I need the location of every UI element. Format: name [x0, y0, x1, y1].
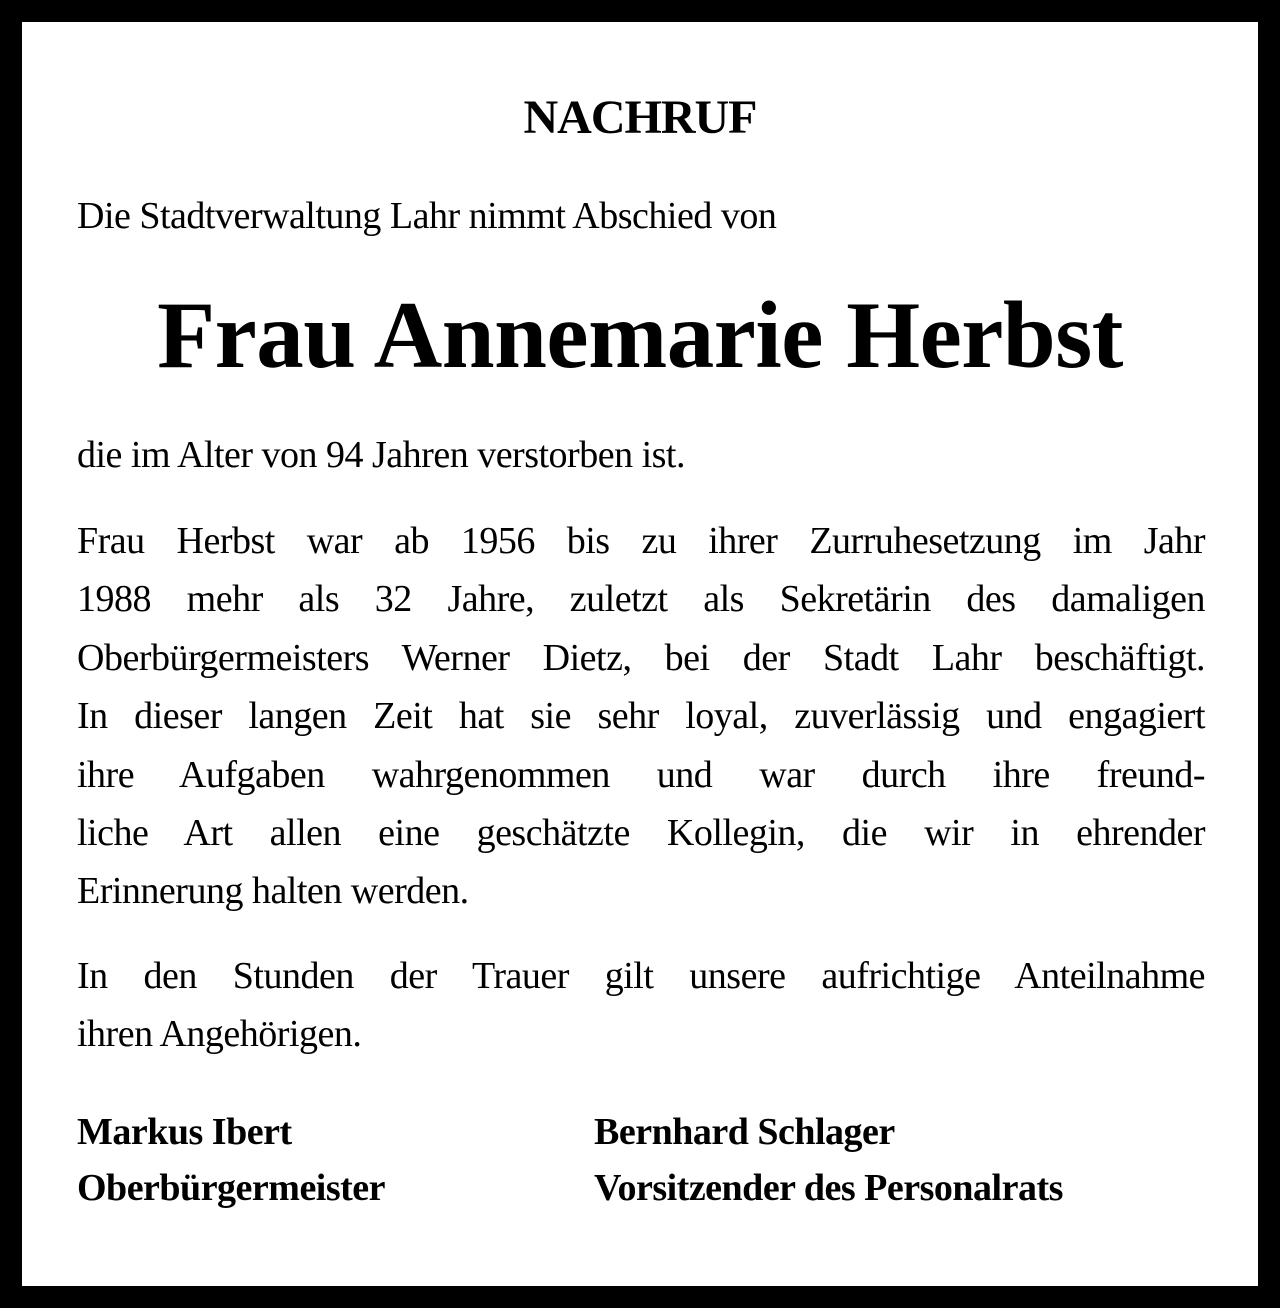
body-line: ihre Aufgaben wahrgenommen und war durch ihre freund-	[77, 753, 1205, 796]
obituary-notice	[22, 22, 1258, 1286]
body-line: liche Art allen eine geschätzte Kollegin, die wir in ehrender	[77, 812, 1205, 855]
body-line: Frau Herbst war ab 1956 bis zu ihrer Zurruhesetzung im Jahr	[77, 520, 1205, 562]
body-line: In dieser langen Zeit hat sie sehr loyal, zuverlässig und engagiert	[77, 695, 1205, 738]
signatory-title: Oberbürgermeister	[77, 1167, 386, 1209]
condolence-line: ihren Angehörigen.	[77, 1013, 362, 1056]
body-line: Oberbürgermeisters Werner Dietz, bei der Stadt Lahr beschäftigt.	[77, 636, 1205, 679]
age-line: die im Alter von 94 Jahren verstorben ist.	[77, 434, 685, 476]
signatory-mayor	[77, 1104, 385, 1216]
body-paragraph	[77, 512, 1205, 921]
condolence-paragraph	[77, 947, 1205, 1064]
signatory-name: Bernhard Schlager	[594, 1111, 895, 1153]
signatory-title: Vorsitzender des Personalrats	[594, 1167, 1063, 1209]
signatory-staff-council	[594, 1104, 1063, 1216]
intro-line: Die Stadtverwaltung Lahr nimmt Abschied von	[77, 195, 777, 237]
deceased-name: Frau Annemarie Herbst	[157, 282, 1123, 388]
notice-heading: NACHRUF	[523, 91, 757, 144]
signatory-name: Markus Ibert	[77, 1111, 292, 1153]
body-line: 1988 mehr als 32 Jahre, zuletzt als Sekretärin des damaligen	[77, 578, 1205, 621]
body-line: Erinnerung halten werden.	[77, 870, 469, 913]
condolence-line: In den Stunden der Trauer gilt unsere aufrichtige Anteilnahme	[77, 955, 1205, 997]
